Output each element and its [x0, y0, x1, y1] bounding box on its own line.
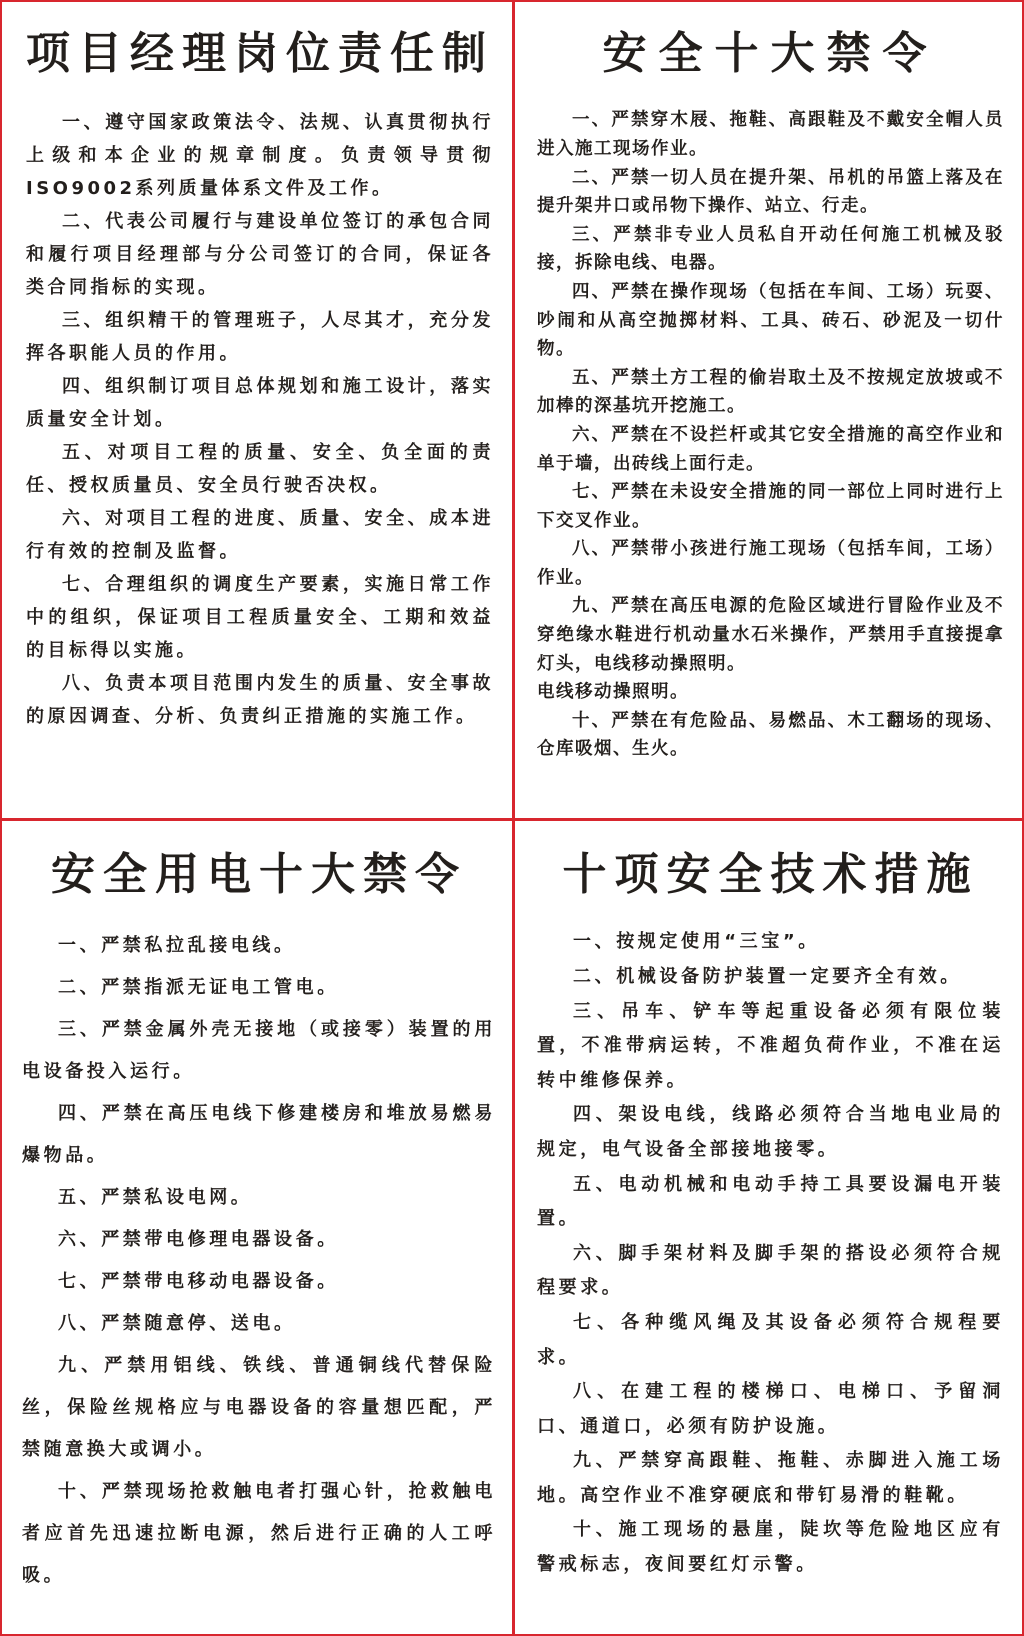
electric-prohibitions-panel: [2, 821, 512, 1634]
list-item: 三、严禁非专业人员私自开动任何施工机械及驳接，拆除电线、电器。: [537, 224, 1004, 274]
manager-panel-title: 项目经理岗位责任制: [26, 28, 494, 79]
list-item: 六、严禁带电修理电器设备。: [58, 1229, 339, 1251]
list-item: 八、严禁带小孩进行施工现场（包括车间，工场）作业。: [537, 539, 1004, 588]
list-item: 五、电动机械和电动手持工具要设漏电开装置。: [537, 1173, 1004, 1230]
list-item: 十、严禁现场抢救触电者打强心针，抢救触电者应首先迅速拉断电源，然后进行正确的人工呼吸。: [22, 1481, 496, 1587]
list-item: 四、组织制订项目总体规划和施工设计，落实质量安全计划。: [26, 376, 494, 431]
list-item: 六、对项目工程的进度、质量、安全、成本进行有效的控制及监督。: [26, 508, 494, 563]
list-item: 二、严禁指派无证电工管电。: [58, 977, 339, 999]
list-item: 六、脚手架材料及脚手架的搭设必须符合规程要求。: [537, 1242, 1004, 1299]
list-item: 三、吊车、铲车等起重设备必须有限位装置，不准带病运转，不准超负荷作业，不准在运转中维修保养。: [537, 1000, 1004, 1091]
list-item: 九、严禁用铝线、铁线、普通铜线代替保险丝，保险丝规格应与电器设备的容量想匹配，严禁随意换大或调小。: [22, 1355, 496, 1461]
list-item: 四、严禁在操作现场（包括在车间、工场）玩耍、吵闹和从高空抛掷材料、工具、砖石、砂泥及一切什物。: [537, 281, 1004, 360]
list-item: 四、架设电线，线路必须符合当地电业局的规定，电气设备全部接地接零。: [537, 1104, 1004, 1160]
list-item: 十、严禁在有危险品、易燃品、木工翻场的现场、仓库吸烟、生火。: [537, 710, 1004, 760]
technical-measures-panel: [515, 821, 1022, 1634]
technical-panel-title: 十项安全技术措施: [562, 849, 979, 900]
list-item: 六、严禁在不设拦杆或其它安全措施的高空作业和单于墙，出砖线上面行走。: [537, 424, 1004, 474]
list-item: 二、代表公司履行与建设单位签订的承包合同和履行项目经理部与分公司签订的合同，保证各类合同指标的实现。: [26, 211, 494, 299]
list-item: 一、严禁私拉乱接电线。: [58, 935, 296, 957]
list-item: 八、负责本项目范围内发生的质量、安全事故的原因调查、分析、负责纠正措施的实施工作。: [26, 673, 494, 728]
safety-items-list: [537, 106, 1004, 764]
safety-prohibitions-panel: [515, 2, 1022, 818]
list-item: 五、对项目工程的质量、安全、负全面的责任、授权质量员、安全员行驶否决权。: [26, 442, 494, 497]
list-item: 三、组织精干的管理班子，人尽其才，充分发挥各职能人员的作用。: [26, 310, 494, 365]
electric-panel-title: 安全用电十大禁令: [51, 849, 467, 900]
list-item: 八、在建工程的楼梯口、电梯口、予留洞口、通道口，必须有防护设施。: [537, 1381, 1004, 1437]
list-item: 一、严禁穿木屐、拖鞋、高跟鞋及不戴安全帽人员进入施工现场作业。: [537, 110, 1004, 159]
list-item: 一、按规定使用“三宝”。: [573, 931, 820, 953]
manager-items-list: [26, 106, 494, 733]
list-item: 七、严禁带电移动电器设备。: [58, 1271, 339, 1293]
list-item: 电线移动操照明。: [537, 682, 689, 703]
list-item: 九、严禁穿高跟鞋、拖鞋、赤脚进入施工场地。高空作业不准穿硬底和带钉易滑的鞋靴。: [537, 1450, 1004, 1506]
manager-responsibility-panel: [2, 2, 512, 818]
list-item: 九、严禁在高压电源的危险区域进行冒险作业及不穿绝缘水鞋进行机动量水石米操作，严禁用手直接提拿灯头，电线移动操照明。: [537, 596, 1004, 674]
list-item: 一、遵守国家政策法令、法规、认真贯彻执行上级和本企业的规章制度。负责领导贯彻ISO9002系列质量体系文件及工作。: [26, 112, 494, 200]
list-item: 二、严禁一切人员在提升架、吊机的吊篮上落及在提升架井口或吊物下操作、站立、行走。: [537, 167, 1004, 217]
electric-items-list: [22, 925, 496, 1597]
list-item: 八、严禁随意停、送电。: [58, 1313, 296, 1335]
list-item: 十、施工现场的悬崖，陡坎等危险地区应有警戒标志，夜间要红灯示警。: [537, 1519, 1004, 1576]
list-item: 二、机械设备防护装置一定要齐全有效。: [573, 965, 962, 987]
list-item: 四、严禁在高压电线下修建楼房和堆放易燃易爆物品。: [22, 1103, 496, 1167]
list-item: 三、严禁金属外壳无接地（或接零）装置的用电设备投入运行。: [22, 1019, 496, 1083]
list-item: 七、各种缆风绳及其设备必须符合规程要求。: [537, 1311, 1004, 1368]
technical-items-list: [537, 925, 1004, 1582]
list-item: 五、严禁土方工程的偷岩取土及不按规定放坡或不加棒的深基坑开挖施工。: [537, 367, 1004, 417]
list-item: 七、严禁在未设安全措施的同一部位上同时进行上下交叉作业。: [537, 482, 1004, 531]
safety-panel-title: 安全十大禁令: [602, 28, 939, 79]
list-item: 七、合理组织的调度生产要素，实施日常工作中的组织，保证项目工程质量安全、工期和效益的目标得以实施。: [26, 574, 494, 662]
list-item: 五、严禁私设电网。: [58, 1187, 253, 1209]
